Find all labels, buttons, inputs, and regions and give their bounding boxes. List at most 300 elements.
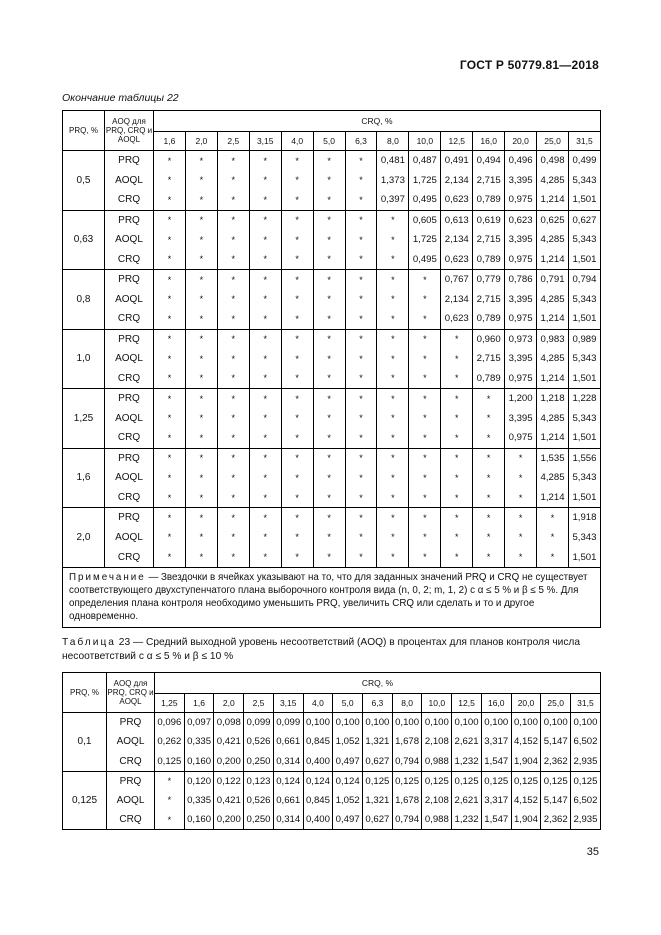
table-cell: * (185, 468, 217, 488)
table-cell: * (281, 329, 313, 349)
table-cell: 0,526 (244, 791, 274, 811)
table-cell: * (217, 309, 249, 329)
table-cell: * (409, 369, 441, 389)
table-cell: * (185, 309, 217, 329)
crq-value-header: 3,15 (273, 694, 303, 713)
document-id: ГОСТ Р 50779.81—2018 (459, 58, 599, 72)
table-cell: * (313, 448, 345, 468)
table-cell: 1,052 (333, 732, 363, 752)
table-cell: 0,789 (473, 190, 505, 210)
table-cell: * (441, 528, 473, 548)
table-row (63, 230, 601, 250)
crq-value-header: 4,0 (303, 694, 333, 713)
crq-value-header: 6,3 (363, 694, 393, 713)
table-cell: * (505, 547, 537, 567)
table-cell: * (281, 468, 313, 488)
table-cell: 0,494 (473, 151, 505, 171)
table-cell: * (313, 309, 345, 329)
table-cell: * (154, 448, 186, 468)
row-label: AOQL (107, 732, 155, 752)
table-cell: * (249, 488, 281, 508)
row-label: PRQ (105, 210, 154, 230)
table-row (63, 289, 601, 309)
table-cell: * (217, 488, 249, 508)
row-label: CRQ (107, 810, 155, 830)
table-cell: * (313, 508, 345, 528)
table-cell: 2,362 (541, 810, 571, 830)
table-cell: 0,498 (537, 151, 569, 171)
row-label: PRQ (107, 713, 155, 733)
row-label: CRQ (105, 488, 154, 508)
table-cell: * (155, 810, 185, 830)
table-cell: * (473, 389, 505, 409)
table-cell: * (154, 170, 186, 190)
table-cell: * (154, 270, 186, 290)
table-row (63, 791, 601, 811)
table-cell: * (345, 488, 377, 508)
crq-value-header: 4,0 (281, 132, 313, 151)
table-cell: * (217, 468, 249, 488)
table-cell: * (345, 448, 377, 468)
table-cell: 0,125 (392, 771, 422, 791)
table-cell: * (505, 528, 537, 548)
table-cell: 1,228 (568, 389, 600, 409)
table-cell: * (154, 210, 186, 230)
table-cell: 1,214 (537, 428, 569, 448)
table-cell: 0,397 (377, 190, 409, 210)
table-cell: 0,125 (155, 752, 185, 772)
table-cell: 0,497 (333, 810, 363, 830)
table-row (63, 428, 601, 448)
table-cell: * (249, 151, 281, 171)
table-cell: 5,343 (568, 528, 600, 548)
table-cell: 5,343 (568, 230, 600, 250)
table-cell: * (377, 468, 409, 488)
table-cell: 0,481 (377, 151, 409, 171)
table-cell: * (185, 508, 217, 528)
table-cell: 3,317 (481, 791, 511, 811)
table-cell: 4,285 (537, 349, 569, 369)
table-row (63, 448, 601, 468)
table-cell: 0,627 (363, 752, 393, 772)
table-cell: * (473, 528, 505, 548)
table-cell: 2,621 (452, 732, 482, 752)
table-cell: 0,789 (473, 369, 505, 389)
table-row (63, 151, 601, 171)
prq-column-header: PRQ, % (63, 673, 107, 713)
table-cell: 0,605 (409, 210, 441, 230)
table-cell: * (185, 448, 217, 468)
table-cell: 4,285 (537, 408, 569, 428)
table-cell: 1,321 (363, 732, 393, 752)
row-label: PRQ (105, 448, 154, 468)
table-cell: 5,147 (541, 791, 571, 811)
row-label: PRQ (105, 508, 154, 528)
table-cell: * (154, 349, 186, 369)
table-cell: * (313, 210, 345, 230)
table-cell: 0,100 (422, 713, 452, 733)
table-cell: 0,988 (422, 752, 452, 772)
table-cell: * (185, 428, 217, 448)
table-cell: 1,214 (537, 488, 569, 508)
table-cell: 1,214 (537, 309, 569, 329)
table-cell: * (154, 190, 186, 210)
table-cell: 0,988 (422, 810, 452, 830)
table-cell: * (473, 508, 505, 528)
table-cell: * (313, 547, 345, 567)
crq-value-header: 2,5 (244, 694, 274, 713)
table-cell: 3,395 (505, 170, 537, 190)
table-row (63, 810, 601, 830)
table-cell: * (345, 151, 377, 171)
table-cell: * (217, 230, 249, 250)
table-cell: 0,789 (473, 309, 505, 329)
table-cell: 2,621 (452, 791, 482, 811)
table-cell: * (217, 250, 249, 270)
table-cell: * (377, 448, 409, 468)
table-cell: 2,935 (571, 810, 601, 830)
table-cell: 0,496 (505, 151, 537, 171)
table-cell: * (154, 547, 186, 567)
table-cell: * (441, 369, 473, 389)
table-cell: * (313, 488, 345, 508)
table-cell: * (217, 389, 249, 409)
table-cell: * (377, 389, 409, 409)
table-cell: * (537, 508, 569, 528)
crq-value-header: 3,15 (249, 132, 281, 151)
table-cell: * (377, 528, 409, 548)
table-cell: * (281, 289, 313, 309)
table-cell: 0,335 (184, 791, 214, 811)
crq-value-header: 31,5 (568, 132, 600, 151)
crq-group-header: CRQ, % (154, 111, 601, 132)
crq-value-header: 20,0 (505, 132, 537, 151)
table-cell: * (313, 408, 345, 428)
table-cell: * (345, 230, 377, 250)
table-cell: * (313, 329, 345, 349)
table-row (63, 732, 601, 752)
table-cell: * (409, 349, 441, 369)
table-cell: * (473, 448, 505, 468)
table-cell: * (281, 151, 313, 171)
table-row (63, 270, 601, 290)
table-cell: 4,285 (537, 468, 569, 488)
table-cell: 1,052 (333, 791, 363, 811)
table-cell: * (249, 349, 281, 369)
table-cell: * (154, 488, 186, 508)
table-cell: 0,623 (441, 309, 473, 329)
table-cell: 0,124 (273, 771, 303, 791)
table-cell: * (313, 528, 345, 548)
table-cell: * (249, 448, 281, 468)
table-cell: 0,975 (505, 250, 537, 270)
crq-value-header: 25,0 (537, 132, 569, 151)
table-cell: * (345, 270, 377, 290)
table-cell: 0,250 (244, 752, 274, 772)
crq-value-header: 16,0 (481, 694, 511, 713)
table-row (63, 190, 601, 210)
table-cell: * (249, 250, 281, 270)
table-cell: * (409, 408, 441, 428)
table-cell: * (217, 349, 249, 369)
table-cell: * (185, 389, 217, 409)
table-cell: 0,100 (392, 713, 422, 733)
table-cell: * (185, 369, 217, 389)
table-cell: 2,108 (422, 791, 452, 811)
table-cell: * (154, 428, 186, 448)
crq-value-header: 2,0 (214, 694, 244, 713)
crq-value-header: 10,0 (422, 694, 452, 713)
table-cell: 0,613 (441, 210, 473, 230)
table-cell: * (377, 488, 409, 508)
table-cell: 0,200 (214, 810, 244, 830)
table-cell: 0,160 (184, 810, 214, 830)
table-cell: 0,786 (505, 270, 537, 290)
table-cell: 0,497 (333, 752, 363, 772)
table-cell: 1,218 (537, 389, 569, 409)
prq-value: 0,5 (63, 151, 105, 211)
table-cell: 0,627 (568, 210, 600, 230)
table-23-caption-text: 23 — Средний выходной уровень несоответствий (AOQ) в процентах для планов контроля числа несоответствий с α ≤ 5 % и β ≤ 10 % (62, 637, 581, 662)
crq-group-header: CRQ, % (155, 673, 601, 694)
table-cell: * (154, 408, 186, 428)
table-cell: 0,491 (441, 151, 473, 171)
table-cell: * (185, 270, 217, 290)
row-label: AOQL (105, 289, 154, 309)
table-cell: 1,501 (568, 190, 600, 210)
table-cell: * (473, 428, 505, 448)
table-cell: * (473, 547, 505, 567)
table-cell: 1,904 (511, 810, 541, 830)
table-cell: * (281, 488, 313, 508)
table-cell: 0,124 (303, 771, 333, 791)
table-cell: * (217, 408, 249, 428)
aoq-column-header: AOQ для PRQ, CRQ и AOQL (107, 673, 155, 713)
crq-value-header: 1,25 (155, 694, 185, 713)
table-cell: * (441, 508, 473, 528)
table-cell: * (154, 230, 186, 250)
table-cell: 0,124 (333, 771, 363, 791)
table-cell: 0,125 (481, 771, 511, 791)
table-row (63, 329, 601, 349)
table-cell: * (185, 250, 217, 270)
row-label: CRQ (105, 190, 154, 210)
table-cell: 1,547 (481, 810, 511, 830)
table-cell: * (409, 428, 441, 448)
table-cell: * (377, 210, 409, 230)
table-cell: 6,502 (571, 791, 601, 811)
table-cell: 0,499 (568, 151, 600, 171)
table-cell: * (217, 547, 249, 567)
table-cell: * (281, 547, 313, 567)
table-22-caption: Окончание таблицы 22 (62, 92, 179, 104)
table-cell: * (345, 508, 377, 528)
table-cell: * (185, 230, 217, 250)
table-cell: 3,395 (505, 349, 537, 369)
crq-value-header: 5,0 (313, 132, 345, 151)
table-cell: * (154, 309, 186, 329)
crq-value-header: 10,0 (409, 132, 441, 151)
row-label: AOQL (107, 791, 155, 811)
table-cell: 0,100 (303, 713, 333, 733)
crq-value-header: 2,5 (217, 132, 249, 151)
table-cell: * (249, 210, 281, 230)
prq-value: 0,1 (63, 713, 107, 772)
table-cell: 0,099 (273, 713, 303, 733)
table-cell: * (154, 468, 186, 488)
prq-value: 2,0 (63, 508, 105, 568)
table-cell: 0,791 (537, 270, 569, 290)
table-cell: * (505, 448, 537, 468)
row-label: AOQL (105, 230, 154, 250)
table-cell: 0,100 (481, 713, 511, 733)
table-cell: * (249, 190, 281, 210)
table-cell: 3,395 (505, 230, 537, 250)
table-cell: 5,343 (568, 170, 600, 190)
row-label: AOQL (105, 528, 154, 548)
table-cell: * (441, 349, 473, 369)
table-cell: * (249, 428, 281, 448)
table-cell: * (409, 488, 441, 508)
table-cell: * (345, 210, 377, 230)
table-cell: * (249, 547, 281, 567)
crq-value-header: 12,5 (441, 132, 473, 151)
table-cell: * (313, 170, 345, 190)
table-cell: * (313, 468, 345, 488)
table-cell: 0,625 (537, 210, 569, 230)
table-cell: * (217, 528, 249, 548)
table-cell: 1,214 (537, 190, 569, 210)
table-cell: 0,794 (392, 810, 422, 830)
note-label: Примечание (69, 571, 146, 583)
table-cell: * (313, 389, 345, 409)
table-cell: * (473, 408, 505, 428)
table-cell: * (377, 329, 409, 349)
table-cell: * (185, 289, 217, 309)
prq-value: 0,63 (63, 210, 105, 270)
table-row (63, 369, 601, 389)
table-cell: 0,400 (303, 810, 333, 830)
table-cell: 0,099 (244, 713, 274, 733)
table-cell: * (313, 270, 345, 290)
table-cell: 3,317 (481, 732, 511, 752)
table-cell: 1,904 (511, 752, 541, 772)
table-cell: 0,421 (214, 732, 244, 752)
crq-value-header: 5,0 (333, 694, 363, 713)
table-cell: 1,501 (568, 369, 600, 389)
table-cell: * (249, 289, 281, 309)
table-cell: * (409, 508, 441, 528)
table-cell: 5,343 (568, 468, 600, 488)
table-cell: * (377, 250, 409, 270)
table-cell: * (377, 309, 409, 329)
crq-value-header: 31,5 (571, 694, 601, 713)
table-cell: * (441, 488, 473, 508)
table-cell: 0,125 (571, 771, 601, 791)
table-cell: * (185, 190, 217, 210)
table-cell: * (155, 771, 185, 791)
table-cell: 1,501 (568, 428, 600, 448)
table-cell: * (409, 448, 441, 468)
row-label: AOQL (105, 468, 154, 488)
table-cell: * (345, 369, 377, 389)
table-cell: * (249, 170, 281, 190)
table-row (63, 508, 601, 528)
table-row (63, 713, 601, 733)
table-note (63, 567, 601, 627)
table-cell: * (441, 428, 473, 448)
table-cell: * (281, 528, 313, 548)
table-cell: * (154, 528, 186, 548)
prq-value: 0,125 (63, 771, 107, 830)
table-cell: 0,120 (184, 771, 214, 791)
crq-value-header: 6,3 (345, 132, 377, 151)
table-cell: 0,989 (568, 329, 600, 349)
table-cell: * (154, 369, 186, 389)
table-cell: * (313, 289, 345, 309)
table-cell: * (409, 389, 441, 409)
table-cell: 1,501 (568, 488, 600, 508)
table-cell: 0,123 (244, 771, 274, 791)
table-cell: * (281, 349, 313, 369)
table-cell: * (313, 151, 345, 171)
row-label: PRQ (105, 270, 154, 290)
table-cell: * (345, 428, 377, 448)
table-cell: * (377, 428, 409, 448)
table-cell: * (441, 408, 473, 428)
table-cell: 1,373 (377, 170, 409, 190)
table-cell: * (185, 151, 217, 171)
table-cell: 0,100 (511, 713, 541, 733)
table-cell: 0,623 (505, 210, 537, 230)
table-cell: * (409, 468, 441, 488)
table-cell: * (505, 488, 537, 508)
table-cell: 0,794 (392, 752, 422, 772)
table-cell: 0,495 (409, 190, 441, 210)
table-cell: 2,935 (571, 752, 601, 772)
table-cell: 0,627 (363, 810, 393, 830)
table-cell: * (441, 547, 473, 567)
crq-value-header: 8,0 (377, 132, 409, 151)
table-cell: * (249, 230, 281, 250)
row-label: PRQ (105, 151, 154, 171)
table-cell: 0,983 (537, 329, 569, 349)
table-cell: 1,321 (363, 791, 393, 811)
table-cell: 0,122 (214, 771, 244, 791)
table-cell: * (441, 448, 473, 468)
table-cell: * (345, 408, 377, 428)
table-row (63, 349, 601, 369)
table-cell: * (249, 389, 281, 409)
table-cell: 0,661 (273, 732, 303, 752)
crq-value-header: 12,5 (452, 694, 482, 713)
table-cell: * (505, 508, 537, 528)
table-cell: * (345, 389, 377, 409)
aoq-column-header: AOQ для PRQ, CRQ и AOQL (105, 111, 154, 151)
table-cell: * (345, 468, 377, 488)
table-cell: 1,501 (568, 547, 600, 567)
table-cell: * (345, 349, 377, 369)
table-cell: 1,535 (537, 448, 569, 468)
table-cell: * (217, 210, 249, 230)
table-cell: * (249, 408, 281, 428)
table-cell: 0,973 (505, 329, 537, 349)
table-cell: * (377, 547, 409, 567)
table-cell: * (249, 369, 281, 389)
row-label: AOQL (105, 170, 154, 190)
table-cell: 1,501 (568, 250, 600, 270)
table-cell: 1,214 (537, 250, 569, 270)
